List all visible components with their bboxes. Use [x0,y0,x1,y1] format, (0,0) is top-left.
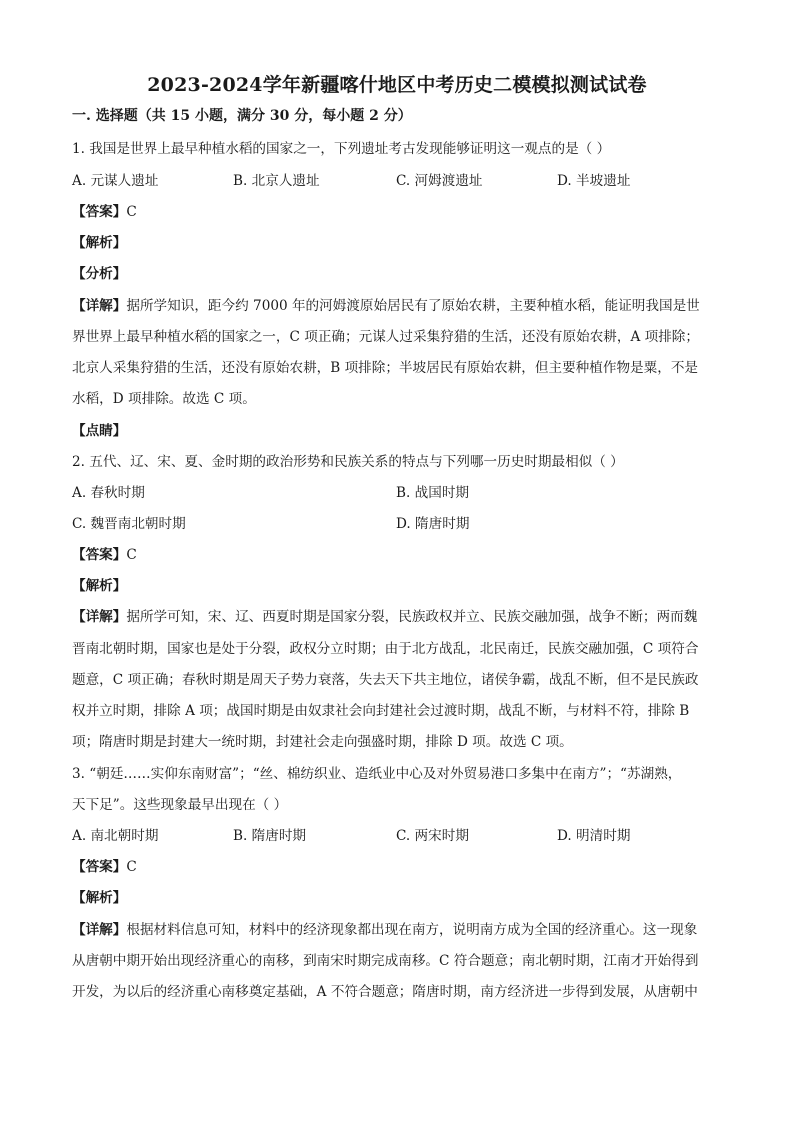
q1-detail-line-4: 水稻，D 项排除。故选 C 项。 [72,391,256,407]
q2-option-b: B. 战国时期 [396,485,470,501]
q3-option-d: D. 明清时期 [557,828,631,844]
q2-analysis-tag: 【解析】 [72,578,127,594]
q2-option-a: A. 春秋时期 [72,485,145,501]
q3-answer-value: C [126,859,137,875]
q2-answer-row [72,545,137,565]
q2-detail-tag: 【详解】 [72,609,127,625]
q3-detail-tag: 【详解】 [72,922,127,938]
q3-stem-line-2: 天下足”。这些现象最早出现在（ ） [72,797,288,813]
q1-analysis-tag: 【解析】 [72,235,127,251]
q2-detail-line-4: 权并立时期，排除 A 项；战国时期是由奴隶社会向封建社会过渡时期，战乱不断，与材料不符，排除 B [72,703,690,719]
q1-dianjing-tag: 【点睛】 [72,423,127,439]
q3-detail-line-2: 从唐朝中期开始出现经济重心的南移，到南宋时期完成南移。C 符合题意；南北朝时期，江南才开始得到 [72,953,699,969]
q1-answer-value: C [126,204,137,220]
q3-detail-text-1: 根据材料信息可知，材料中的经济现象都出现在南方，说明南方成为全国的经济重心。这一现象 [126,922,698,938]
q1-answer-row [72,202,137,222]
q2-answer-tag: 【答案】 [72,547,127,563]
q3-answer-row [72,857,137,877]
q2-detail-line-2: 晋南北朝时期，国家也是处于分裂，政权分立时期；由于北方战乱，北民南迁，民族交融加强，C 项符合 [72,641,699,657]
q1-answer-tag: 【答案】 [72,204,127,220]
q1-detail-text-1: 据所学知识，距今约 7000 年的河姆渡原始居民有了原始农耕，主要种植水稻，能证明我国是世 [126,298,700,314]
q3-detail-line-1 [72,920,697,940]
q1-detail-line-3: 北京人采集狩猎的生活，还没有原始农耕，B 项排除；半坡居民有原始农耕，但主要种植作物是粟，不是 [72,360,699,376]
section-heading: 一. 选择题（共 15 小题，满分 30 分，每小题 2 分） [72,108,412,124]
q3-option-c: C. 两宋时期 [396,828,469,844]
q2-stem: 2. 五代、辽、宋、夏、金时期的政治形势和民族关系的特点与下列哪一历史时期最相似（ ） [72,454,624,470]
q1-stem: 1. 我国是世界上最早种植水稻的国家之一，下列遗址考古发现能够证明这一观点的是（ ） [72,141,611,157]
q2-answer-value: C [126,547,137,563]
exam-title: 2023-2024学年新疆喀什地区中考历史二模模拟测试试卷 [147,74,647,96]
q1-option-b: B. 北京人遗址 [233,173,320,189]
q3-option-a: A. 南北朝时期 [72,828,159,844]
q1-detail-tag: 【详解】 [72,298,127,314]
q3-analysis-tag: 【解析】 [72,890,127,906]
q2-detail-text-1: 据所学可知，宋、辽、西夏时期是国家分裂，民族政权并立、民族交融加强，战争不断；两而魏 [126,609,698,625]
q3-detail-line-3: 开发，为以后的经济重心南移奠定基础，A 不符合题意；隋唐时期，南方经济进一步得到发展，从唐朝中 [72,984,698,1000]
q1-detail-line-1 [72,296,700,316]
q2-option-c: C. 魏晋南北朝时期 [72,516,186,532]
q2-option-d: D. 隋唐时期 [396,516,470,532]
q2-detail-line-3: 题意，C 项正确；春秋时期是周天子势力衰落，失去天下共主地位，诸侯争霸，战乱不断，但不是民族政 [72,672,699,688]
q3-stem-line-1: 3. “朝廷……实仰东南财富”；“丝、棉纺织业、造纸业中心及对外贸易港口多集中在南方”；“苏湖熟， [72,766,682,782]
q3-option-b: B. 隋唐时期 [233,828,307,844]
q2-detail-line-1 [72,607,697,627]
q3-answer-tag: 【答案】 [72,859,127,875]
q1-option-d: D. 半坡遗址 [557,173,631,189]
q1-detail-line-2: 界世界上最早种植水稻的国家之一，C 项正确；元谋人过采集狩猎的生活，还没有原始农耕，A 项排除； [72,329,699,345]
q1-fenxi-tag: 【分析】 [72,266,127,282]
q1-option-c: C. 河姆渡遗址 [396,173,483,189]
q2-detail-line-5: 项；隋唐时期是封建大一统时期，封建社会走向强盛时期，排除 D 项。故选 C 项。 [72,734,573,750]
q1-option-a: A. 元谋人遗址 [72,173,159,189]
